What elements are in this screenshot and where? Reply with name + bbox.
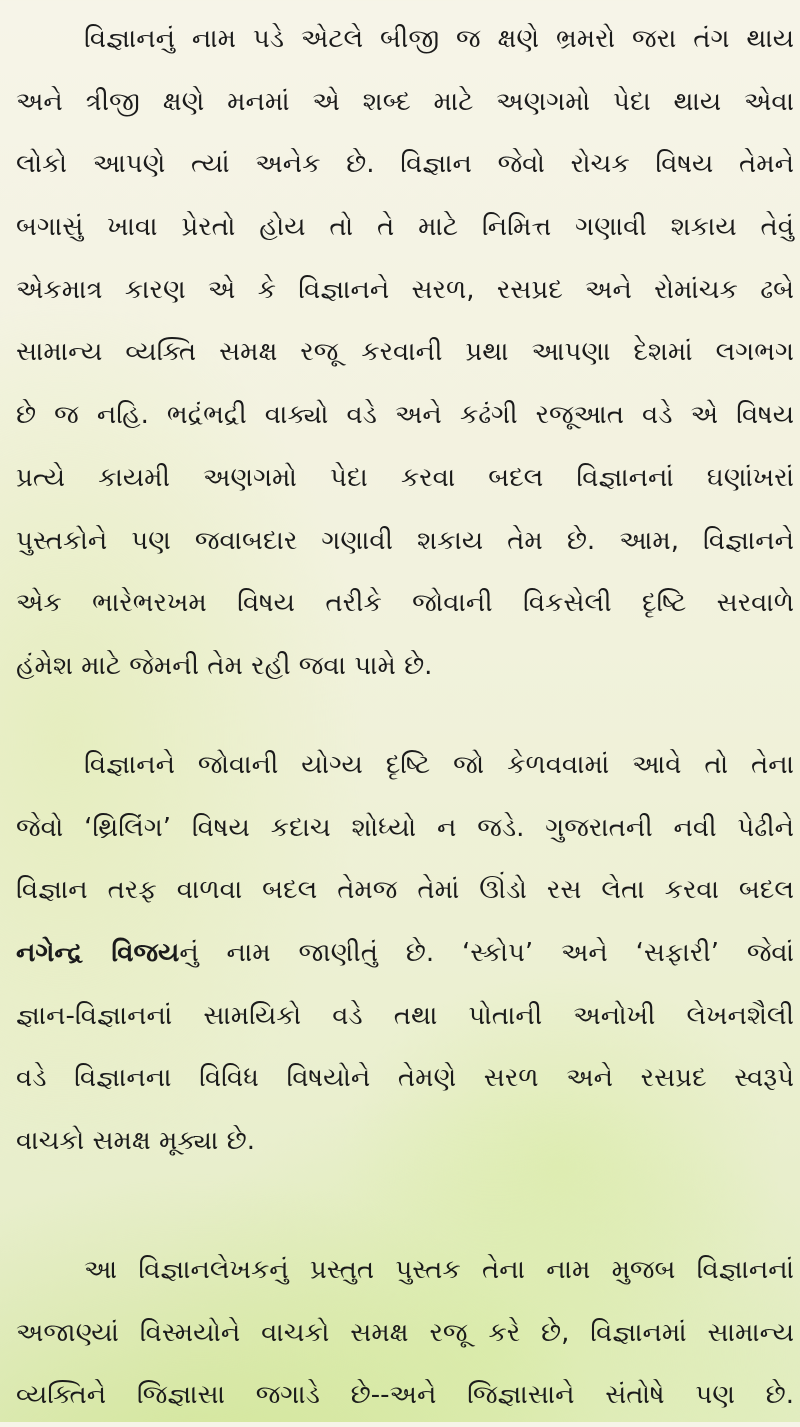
text-line: પ્રત્યે કાયમી અણગમો પેદા કરવા બદલ વિજ્ઞાનનાં ઘણાંખરાં [16, 462, 794, 493]
paragraph-2 [0, 734, 800, 1173]
paragraph-1 [0, 8, 800, 698]
paragraph-3 [0, 1239, 800, 1427]
text-line: આ વિજ્ઞાનલેખકનું પ્રસ્તુત પુસ્તક તેના નામ મુજબ વિજ્ઞાનનાં [84, 1255, 794, 1285]
text-line: વિજ્ઞાન તરફ વાળવા બદલ તેમજ તેમાં ઊંડો રસ લેતા કરવા બદલ [16, 875, 794, 906]
text-line: વિજ્ઞાનને જોવાની યોગ્ય દૃષ્ટિ જો કેળવવામાં આવે તો તેના [84, 750, 794, 780]
text-line: જ્ઞાન-વિજ્ઞાનનાં સામયિકો વડે તથા પોતાની અનોખી લેખનશૈલી [16, 1000, 794, 1031]
text-line: છે જ નહિ. ભદ્રંભદ્રી વાક્યો વડે અને કઢંગી રજૂઆત વડે એ વિષય [16, 400, 794, 431]
text-line: અને ત્રીજી ક્ષણે મનમાં એ શબ્દ માટે અણગમો પેદા થાય એવા [16, 86, 794, 117]
text-line: એક ભારેભરખમ વિષય તરીકે જોવાની વિકસેલી દૃષ્ટિ સરવાળે [16, 588, 794, 619]
text-line: અજાણ્યાં વિસ્મયોને વાચકો સમક્ષ રજૂ કરે છે, વિજ્ઞાનમાં સામાન્ય [16, 1317, 794, 1348]
text-line: વ્યક્તિને જિજ્ઞાસા જગાડે છે--અને જિજ્ઞાસાને સંતોષે પણ છે. [16, 1380, 794, 1411]
text-line: લોકો આપણે ત્યાં અનેક છે. વિજ્ઞાન જેવો રોચક વિષય તેમને [16, 149, 794, 180]
author-name: નગેન્દ્ર વિજય [16, 938, 180, 969]
text-line: વડે વિજ્ઞાનના વિવિધ વિષયોને તેમણે સરળ અને રસપ્રદ સ્વરૂપે [16, 1063, 794, 1094]
text-line: હંમેશ માટે જેમની તેમ રહી જવા પામે છે. [16, 650, 433, 681]
text-line: સામાન્ય વ્યક્તિ સમક્ષ રજૂ કરવાની પ્રથા આપણા દેશમાં લગભગ [16, 337, 794, 368]
author-name-line-text: નું નામ જાણીતું છે. ‘સ્કોપ’ અને ‘સફારી’ જેવાં [179, 938, 794, 969]
text-line: વિજ્ઞાનનું નામ પડે એટલે બીજી જ ક્ષણે ભ્રમરો જરા તંગ થાય [84, 24, 794, 54]
text-line: વાચકો સમક્ષ મૂક્યા છે. [16, 1126, 255, 1157]
text-line: એકમાત્ર કારણ એ કે વિજ્ઞાનને સરળ, રસપ્રદ અને રોમાંચક ઢબે [16, 274, 794, 305]
author-name-line [0, 922, 800, 985]
text-line: બગાસું ખાવા પ્રેરતો હોય તો તે માટે નિમિત્ત ગણાવી શકાય તેવું [16, 212, 794, 243]
text-line: પુસ્તકોને પણ જવાબદાર ગણાવી શકાય તેમ છે. આમ, વિજ્ઞાનને [16, 525, 794, 556]
text-line: જેવો ‘થ્રિલિંગ’ વિષય કદાચ શોધ્યો ન જડે. ગુજરાતની નવી પેઢીને [16, 812, 794, 843]
